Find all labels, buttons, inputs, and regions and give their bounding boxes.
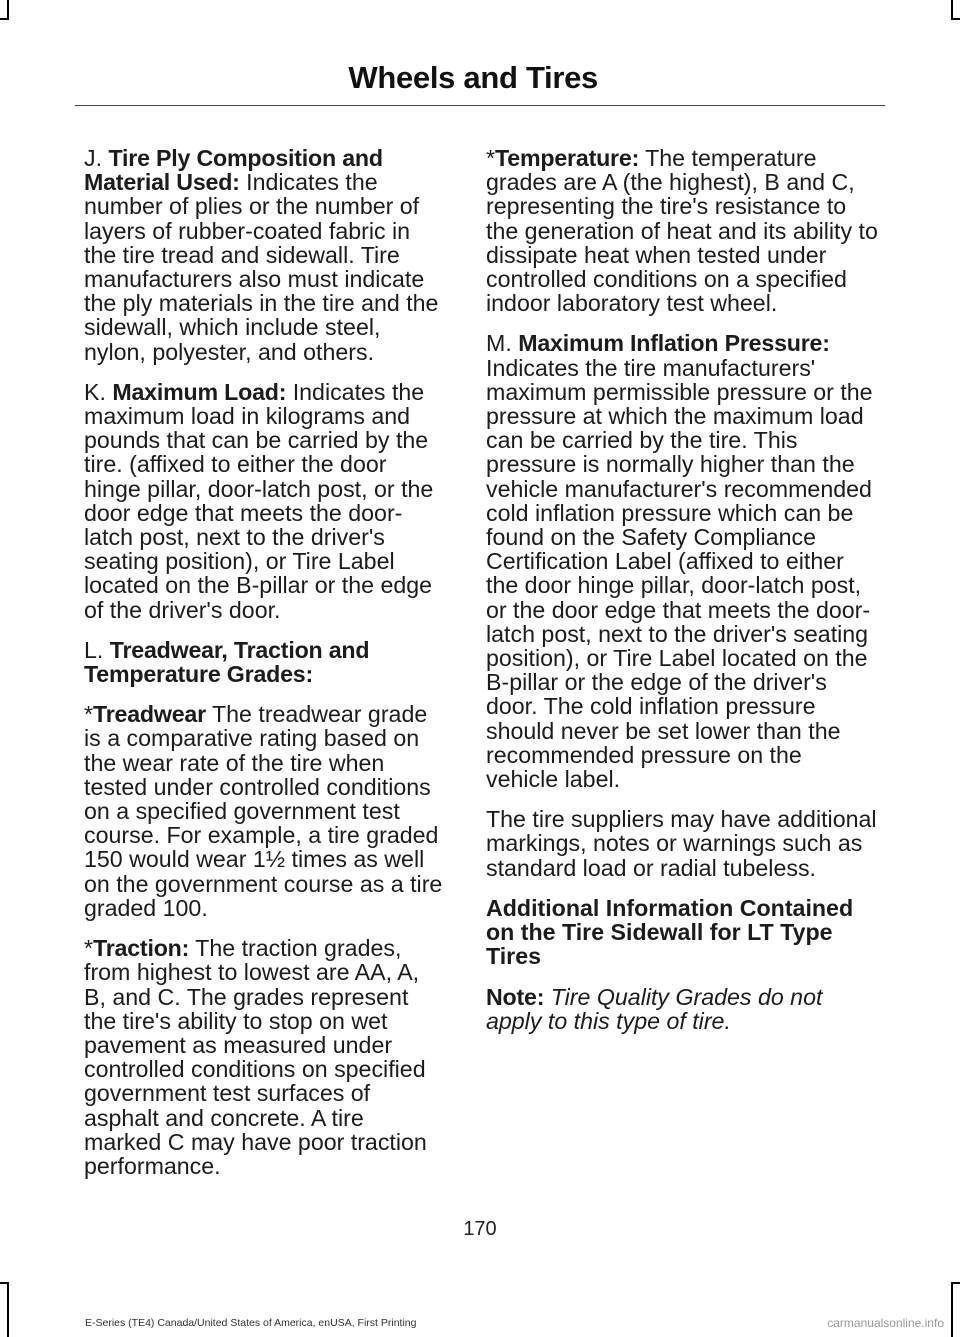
- note: [486, 985, 880, 1033]
- page-number: 170: [463, 1218, 497, 1240]
- item-heading: Treadwear: [93, 701, 206, 728]
- header-divider: [75, 105, 885, 106]
- item-body: Indicates the number of plies or the number of layers of rubber-coated fabric in the tire tread and sidewall. Tire manufacturers also must indicate the ply materials in the tire and the sidewall, which include steel, nylon, polyester, and others.: [84, 169, 439, 365]
- crop-mark-top-left-horizontal: [0, 18, 9, 20]
- item-prefix: J.: [84, 145, 109, 171]
- item-heading: Treadwear, Traction and Temperature Grades:: [84, 636, 370, 688]
- item-body: The traction grades, from highest to lowest are AA, A, B, and C. The grades represent the tire's ability to stop on wet pavement as measured under controlled conditions on specified government test surfaces of asphalt and concrete. A tire marked C may have poor traction performance.: [84, 935, 427, 1179]
- paragraph-treadwear: [84, 702, 446, 920]
- paragraph-tire-suppliers: The tire suppliers may have additional markings, notes or warnings such as standard load or radial tubeless.: [486, 806, 877, 881]
- item-heading: Temperature:: [495, 145, 640, 171]
- item-prefix: *: [84, 935, 94, 962]
- item-heading: Maximum Inflation Pressure:: [518, 330, 830, 357]
- paragraph-max-inflation-pressure: [486, 331, 880, 791]
- crop-mark-top-right-vertical: [951, 0, 953, 20]
- note-body: Tire Quality Grades do not apply to this type of tire.: [486, 983, 823, 1034]
- item-body: Indicates the tire manufacturers' maximum permissible pressure or the pressure at which the maximum load can be carried by the tire. This pressure is normally higher than the vehicle manufacturer's recommended cold inflation pressure which can be found on the Safety Compliance Certification Label (affixed to either the door hinge pillar, door-latch post, or the door edge that meets the door-latch post, next to the driver's seating position), or Tire Label located on the B-pillar or the edge of the driver's door. The cold inflation pressure should never be set lower than the recommended pressure on the vehicle label.: [486, 354, 873, 793]
- crop-mark-bottom-left-vertical: [7, 1282, 9, 1337]
- note-label: Note:: [486, 983, 545, 1010]
- item-prefix: M.: [486, 330, 519, 357]
- crop-mark-bottom-left-horizontal: [0, 1282, 9, 1284]
- crop-mark-bottom-right-horizontal: [951, 1282, 960, 1284]
- item-prefix: L.: [84, 636, 110, 663]
- section-heading-lt-tires: Additional Information Contained on the Tire Sidewall for LT Type Tires: [486, 894, 854, 970]
- item-prefix: *: [486, 145, 496, 171]
- item-prefix: *: [84, 701, 94, 728]
- crop-mark-top-left-vertical: [7, 0, 9, 20]
- item-heading: Tire Ply Composition and Material Used:: [84, 145, 383, 196]
- paragraph-tire-ply: [84, 146, 446, 364]
- paragraph-grades-heading: [84, 638, 446, 686]
- left-column: [84, 146, 446, 1194]
- item-body: The treadwear grade is a comparative rating based on the wear rate of the tire when tested under controlled conditions on a specified government test course. For example, a tire graded 150 would wear 1½ times as well on the government course as a tire graded 100.: [84, 701, 443, 921]
- item-prefix: K.: [84, 378, 113, 405]
- paragraph-traction: [84, 936, 446, 1178]
- item-body: The temperature grades are A (the highest), B and C, representing the tire's resistance to the generation of heat and its ability to dissipate heat when tested under controlled conditions on a specified indoor laboratory test wheel.: [486, 145, 878, 317]
- item-heading: Maximum Load:: [112, 378, 287, 405]
- crop-mark-top-right-horizontal: [951, 18, 960, 20]
- right-column: [486, 146, 880, 1049]
- paragraph-maximum-load: [84, 380, 446, 622]
- crop-mark-bottom-right-vertical: [951, 1282, 953, 1337]
- page-title: Wheels and Tires: [348, 60, 598, 95]
- paragraph-temperature: [486, 146, 880, 315]
- item-heading: Traction:: [93, 935, 190, 962]
- item-body: Indicates the maximum load in kilograms and pounds that can be carried by the tire. (affixed to either the door hinge pillar, door-latch post, or the door edge that meets the door-latch post, next to the driver's seating position), or Tire Label located on the B-pillar or the edge of the driver's door.: [84, 378, 434, 623]
- footer-publication-info: E-Series (TE4) Canada/United States of America, enUSA, First Printing: [85, 1317, 417, 1329]
- watermark: carmanualsonline.info: [827, 1316, 944, 1330]
